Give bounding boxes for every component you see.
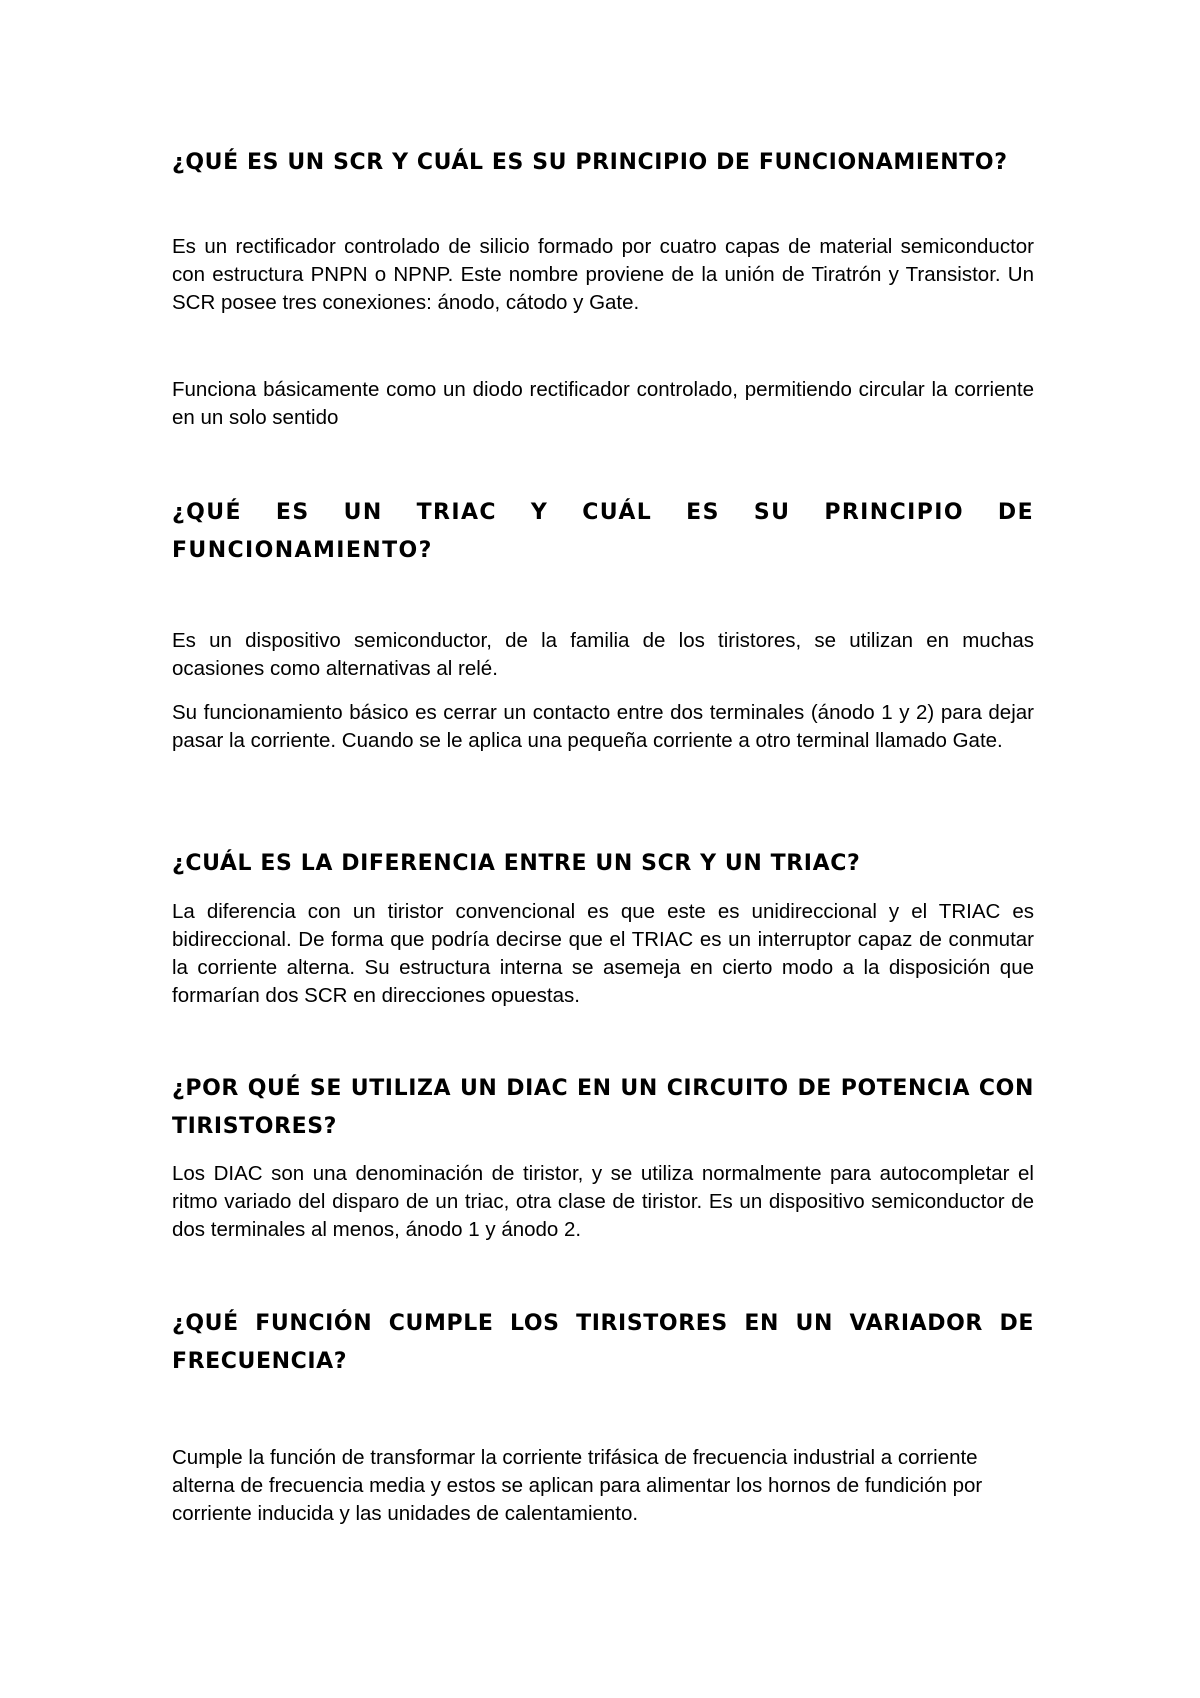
section-1-heading: ¿QUÉ ES UN SCR Y CUÁL ES SU PRINCIPIO DE FUNCIONAMIENTO? xyxy=(172,150,1008,175)
section-3-paragraph-1: La diferencia con un tiristor convencional es que este es unidireccional y el TRIAC es bidireccional. De forma que podría decirse que el TRIAC es un interruptor capaz de conmutar la corriente alterna. Su estructura interna se asemeja en cierto modo a la disposición que formarían dos SCR en direcciones opuestas. xyxy=(172,900,1034,1007)
section-4-heading: ¿POR QUÉ SE UTILIZA UN DIAC EN UN CIRCUITO DE POTENCIA CON TIRISTORES? xyxy=(172,1076,1034,1139)
section-5-paragraph-1: Cumple la función de transformar la corriente trifásica de frecuencia industrial a corriente alterna de frecuencia media y estos se aplican para alimentar los hornos de fundición por corriente inducida y las unidades de calentamiento. xyxy=(172,1446,983,1525)
section-1-paragraph-2: Funciona básicamente como un diodo rectificador controlado, permitiendo circular la corriente en un solo sentido xyxy=(172,378,1034,429)
section-2-paragraph-1: Es un dispositivo semiconductor, de la familia de los tiristores, se utilizan en muchas ocasiones como alternativas al relé. xyxy=(172,629,1034,680)
section-5-heading: ¿QUÉ FUNCIÓN CUMPLE LOS TIRISTORES EN UN VARIADOR DE FRECUENCIA? xyxy=(172,1311,1034,1374)
section-4-paragraph-1: Los DIAC son una denominación de tiristor, y se utiliza normalmente para autocompletar el ritmo variado del disparo de un triac, otra clase de tiristor. Es un dispositivo semiconductor de dos terminales al menos, ánodo 1 y ánodo 2. xyxy=(172,1162,1034,1241)
section-3-heading: ¿CUÁL ES LA DIFERENCIA ENTRE UN SCR Y UN TRIAC? xyxy=(172,851,861,876)
section-2-heading: ¿QUÉ ES UN TRIAC Y CUÁL ES SU PRINCIPIO DE FUNCIONAMIENTO? xyxy=(172,500,1034,563)
section-1-paragraph-1: Es un rectificador controlado de silicio formado por cuatro capas de material semiconductor con estructura PNPN o NPNP. Este nombre proviene de la unión de Tiratrón y Transistor. Un SCR posee tres conexiones: ánodo, cátodo y Gate. xyxy=(172,235,1034,314)
document-page xyxy=(172,0,1034,1698)
section-2-paragraph-2: Su funcionamiento básico es cerrar un contacto entre dos terminales (ánodo 1 y 2) para dejar pasar la corriente. Cuando se le aplica una pequeña corriente a otro terminal llamado Gate. xyxy=(172,701,1034,752)
